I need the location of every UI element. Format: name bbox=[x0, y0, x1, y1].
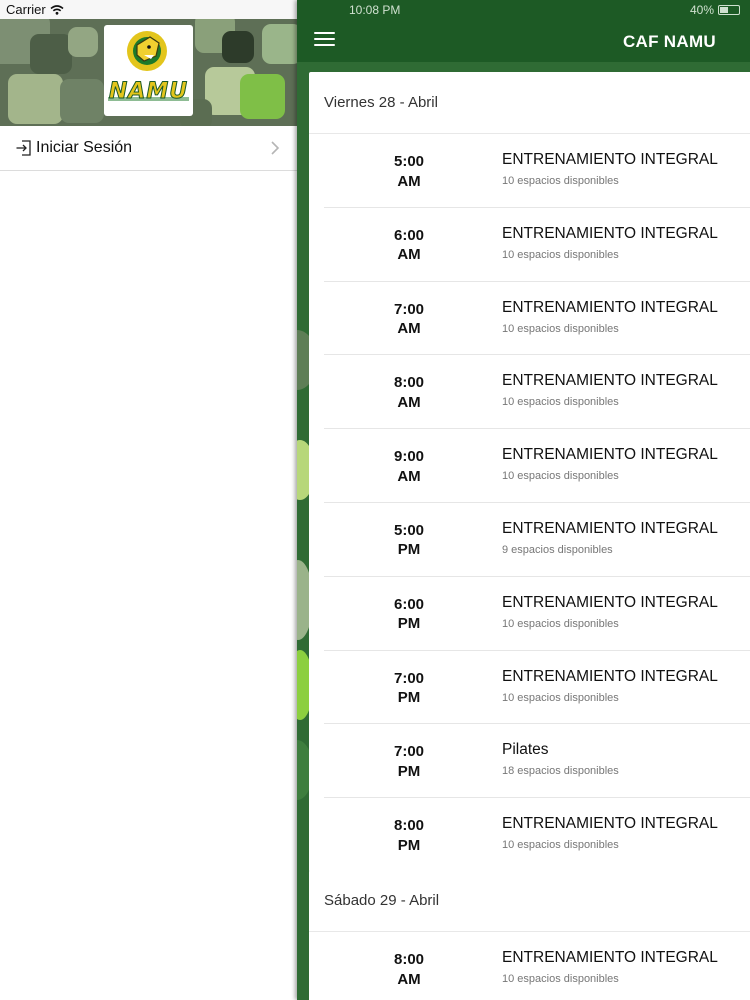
status-time: 10:08 PM bbox=[349, 3, 401, 17]
slot-hour: 7:00 bbox=[393, 743, 425, 761]
slot-hour: 7:00 bbox=[393, 300, 425, 318]
slot-class-name: ENTRENAMIENTO INTEGRAL bbox=[502, 949, 718, 966]
slot-availability: 10 espacios disponibles bbox=[502, 617, 619, 630]
slot-class-name: ENTRENAMIENTO INTEGRAL bbox=[502, 224, 718, 242]
chevron-right-icon bbox=[270, 140, 280, 156]
slot-period: PM bbox=[397, 762, 421, 780]
slot-hour: 5:00 bbox=[393, 521, 425, 539]
slot-class-name: ENTRENAMIENTO INTEGRAL bbox=[502, 446, 718, 464]
slot-class-name: ENTRENAMIENTO INTEGRAL bbox=[502, 372, 718, 390]
slot-hour: 8:00 bbox=[393, 374, 425, 392]
logo-wordmark: NAMU bbox=[108, 79, 189, 104]
main-panel bbox=[297, 0, 750, 1000]
class-slot-row[interactable] bbox=[324, 503, 750, 577]
slot-class-name: Pilates bbox=[502, 741, 549, 759]
slot-availability: 10 espacios disponibles bbox=[502, 322, 619, 335]
battery-percent: 40% bbox=[689, 3, 714, 17]
class-slot-row[interactable] bbox=[324, 429, 750, 503]
slot-list bbox=[309, 932, 750, 1000]
class-slot-row[interactable] bbox=[324, 355, 750, 429]
slot-time bbox=[384, 816, 434, 855]
slot-time bbox=[384, 669, 434, 708]
class-slot-row[interactable] bbox=[324, 798, 750, 872]
slot-class-name: ENTRENAMIENTO INTEGRAL bbox=[502, 815, 718, 833]
class-slot-row[interactable] bbox=[324, 208, 750, 282]
slot-availability: 10 espacios disponibles bbox=[502, 839, 619, 852]
slot-class-name: ENTRENAMIENTO INTEGRAL bbox=[502, 667, 718, 685]
slot-hour: 8:00 bbox=[393, 951, 425, 968]
slot-time bbox=[384, 300, 434, 339]
slot-hour: 7:00 bbox=[393, 669, 425, 687]
slot-period: PM bbox=[397, 689, 421, 707]
slot-list bbox=[309, 134, 750, 872]
slot-hour: 5:00 bbox=[393, 153, 425, 170]
class-slot-row[interactable] bbox=[324, 724, 750, 798]
slot-time bbox=[384, 521, 434, 560]
slot-period: PM bbox=[397, 541, 421, 559]
slot-time bbox=[384, 447, 434, 486]
class-slot-row[interactable] bbox=[324, 651, 750, 725]
slot-time bbox=[384, 742, 434, 781]
class-slot-row[interactable] bbox=[324, 134, 750, 208]
slot-hour: 6:00 bbox=[393, 595, 425, 613]
slot-time bbox=[384, 226, 434, 265]
slot-hour: 8:00 bbox=[393, 817, 425, 835]
slot-class-name: ENTRENAMIENTO INTEGRAL bbox=[502, 519, 718, 537]
battery-icon bbox=[718, 5, 740, 15]
slot-period: AM bbox=[397, 467, 421, 485]
slot-period: AM bbox=[397, 172, 421, 190]
slot-time bbox=[384, 595, 434, 634]
hamburger-menu-icon[interactable] bbox=[314, 32, 335, 47]
class-slot-row[interactable] bbox=[324, 282, 750, 356]
slot-period: PM bbox=[397, 836, 421, 854]
top-navbar bbox=[297, 0, 750, 62]
slot-availability: 9 espacios disponibles bbox=[502, 543, 613, 556]
class-slot-row[interactable] bbox=[324, 577, 750, 651]
drawer-banner bbox=[0, 19, 297, 126]
slot-class-name: ENTRENAMIENTO INTEGRAL bbox=[502, 298, 718, 316]
slot-hour: 9:00 bbox=[393, 448, 425, 466]
status-bar-left bbox=[0, 0, 297, 19]
day-header: Sábado 29 - Abril bbox=[309, 870, 750, 932]
slot-time bbox=[384, 950, 434, 989]
slot-hour: 6:00 bbox=[393, 226, 425, 244]
slot-time bbox=[384, 373, 434, 412]
slot-availability: 10 espacios disponibles bbox=[502, 396, 619, 409]
slot-class-name: ENTRENAMIENTO INTEGRAL bbox=[502, 151, 718, 168]
wifi-icon bbox=[50, 5, 64, 15]
slot-period: AM bbox=[397, 246, 421, 264]
slot-availability: 10 espacios disponibles bbox=[502, 248, 619, 261]
day-card bbox=[309, 72, 750, 872]
slot-period: PM bbox=[397, 615, 421, 633]
slot-availability: 10 espacios disponibles bbox=[502, 691, 619, 704]
slot-availability: 10 espacios disponibles bbox=[502, 175, 619, 187]
login-icon bbox=[15, 139, 33, 157]
slot-period: AM bbox=[397, 320, 421, 338]
slot-time bbox=[384, 152, 434, 191]
carrier-label: Carrier bbox=[6, 2, 46, 17]
menu-item-login[interactable] bbox=[0, 126, 297, 171]
slot-availability: 18 espacios disponibles bbox=[502, 765, 619, 778]
day-header: Viernes 28 - Abril bbox=[309, 72, 750, 134]
class-slot-row[interactable] bbox=[324, 932, 750, 1000]
slot-period: AM bbox=[397, 393, 421, 411]
slot-class-name: ENTRENAMIENTO INTEGRAL bbox=[502, 593, 718, 611]
slot-period: AM bbox=[397, 970, 421, 988]
slot-availability: 10 espacios disponibles bbox=[502, 973, 619, 985]
menu-item-label: Iniciar Sesión bbox=[36, 139, 133, 156]
namu-logo bbox=[104, 25, 193, 116]
side-drawer bbox=[0, 0, 297, 1000]
page-title: CAF NAMU bbox=[622, 32, 716, 51]
slot-availability: 10 espacios disponibles bbox=[502, 470, 619, 483]
day-card bbox=[309, 870, 750, 1000]
